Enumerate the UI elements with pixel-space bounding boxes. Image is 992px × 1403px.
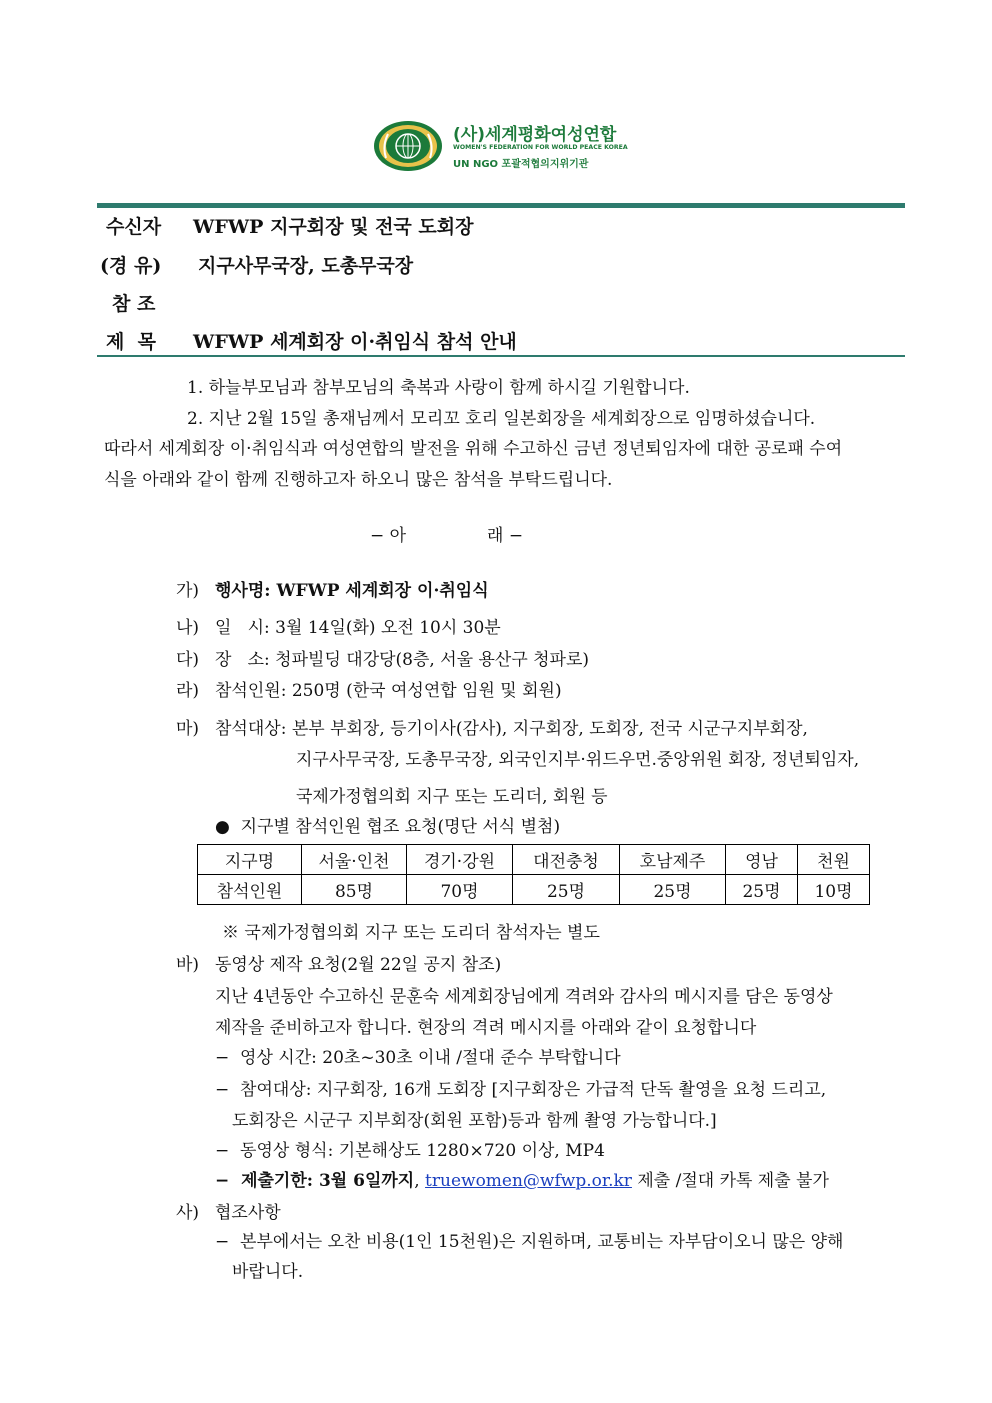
org-name-korean: (사)세계평화여성연합 [453, 125, 617, 145]
attendance-table [197, 844, 870, 905]
organization-logo-emblem [372, 120, 444, 172]
table-header-cell: 천원 [798, 845, 870, 875]
header-top-rule [97, 203, 905, 208]
item-ba-title: 동영상 제작 요청(2월 22일 공지 참조) [215, 955, 502, 975]
item-da-label: 다) [176, 650, 200, 670]
below-heading-left: − 아 [370, 526, 407, 546]
table-cell: 25명 [513, 875, 620, 905]
item-ra-label: 라) [176, 681, 200, 701]
item-ba-participants-line-1: − 참여대상: 지구회장, 16개 도회장 [지구회장은 가급적 단독 촬영을 요청 드리고, [215, 1080, 827, 1100]
table-cell: 70명 [407, 875, 513, 905]
table-header-row [198, 845, 870, 875]
subject-label: 제 목 [106, 331, 156, 353]
item-ba-line-1: 지난 4년동안 수고하신 문훈숙 세계회장님에게 격려와 감사의 메시지를 담은 동영상 [215, 987, 833, 1007]
item-da-venue: 장 소: 청파빌딩 대강당(8층, 서울 용산구 청파로) [215, 650, 590, 670]
item-ma-line-3: 국제가정협의회 지구 또는 도리더, 회원 등 [296, 787, 608, 807]
table-header-cell: 지구명 [198, 845, 302, 875]
item-ba-video-length: − 영상 시간: 20초~30초 이내 /절대 준수 부탁합니다 [215, 1048, 621, 1068]
item-sa-line-1: − 본부에서는 오찬 비용(1인 15천원)은 지원하며, 교통비는 자부담이오니 많은 양해 [215, 1232, 844, 1252]
item-sa-title: 협조사항 [215, 1203, 281, 1223]
header-bottom-rule [97, 355, 905, 357]
paragraph-2-line-1: 2. 지난 2월 15일 총재님께서 모리꼬 호리 일본회장을 세계회장으로 임명하셨습니다. [187, 409, 816, 429]
via-value: 지구사무국장, 도총무국장 [198, 255, 414, 277]
item-ga-label: 가) [176, 581, 200, 601]
subject-value: WFWP 세계회장 이·취임식 참석 안내 [193, 331, 517, 353]
org-un-status: UN NGO 포괄적협의지위기관 [453, 159, 589, 170]
item-na-label: 나) [176, 618, 200, 638]
item-ba-label: 바) [176, 955, 200, 975]
table-cell: 참석인원 [198, 875, 302, 905]
item-sa-label: 사) [176, 1203, 200, 1223]
table-cell: 85명 [302, 875, 407, 905]
item-na-datetime: 일 시: 3월 14일(화) 오전 10시 30분 [215, 618, 501, 638]
submission-email-link[interactable]: truewomen@wfwp.or.kr [425, 1171, 632, 1191]
item-ma-line-1: 참석대상: 본부 부회장, 등기이사(감사), 지구회장, 도회장, 전국 시군구지부회장, [215, 719, 808, 739]
recipient-value: WFWP 지구회장 및 전국 도회장 [193, 216, 474, 238]
item-sa-line-2: 바랍니다. [232, 1262, 304, 1282]
table-header-cell: 서울·인천 [302, 845, 407, 875]
table-header-cell: 영남 [726, 845, 798, 875]
item-ba-video-format: − 동영상 형식: 기본해상도 1280×720 이상, MP4 [215, 1141, 605, 1161]
table-header-cell: 대전충청 [513, 845, 620, 875]
paragraph-2-line-3: 식을 아래와 같이 함께 진행하고자 하오니 많은 참석을 부탁드립니다. [104, 470, 613, 490]
deadline-rest: 제출 /절대 카톡 제출 불가 [631, 1171, 829, 1191]
deadline-comma: , [414, 1171, 426, 1191]
table-header-cell: 경기·강원 [407, 845, 513, 875]
paragraph-2-line-2: 따라서 세계회장 이·취임식과 여성연합의 발전을 위해 수고하신 금년 정년퇴임자에 대한 공로패 수여 [104, 439, 843, 459]
item-ra-attendance: 참석인원: 250명 (한국 여성연합 임원 및 회원) [215, 681, 562, 701]
table-cell: 10명 [798, 875, 870, 905]
item-ba-deadline-line [215, 1166, 829, 1191]
paragraph-1: 1. 하늘부모님과 참부모님의 축복과 사랑이 함께 하시길 기원합니다. [187, 378, 690, 398]
table-footnote: ※ 국제가정협의회 지구 또는 도리더 참석자는 별도 [222, 923, 600, 943]
below-heading-right: 래 − [487, 526, 524, 546]
item-ba-participants-line-2: 도회장은 시군구 지부회장(회원 포함)등과 함께 촬영 가능합니다.] [232, 1111, 717, 1131]
attendance-request-line: ● 지구별 참석인원 협조 요청(명단 서식 별첨) [215, 817, 561, 837]
item-ma-label: 마) [176, 719, 200, 739]
reference-label: 참 조 [112, 293, 156, 315]
table-header-cell: 호남제주 [620, 845, 726, 875]
item-ma-line-2: 지구사무국장, 도총무국장, 외국인지부·위드우먼.중앙위원 회장, 정년퇴임자, [296, 750, 860, 770]
via-label: (경 유) [100, 255, 162, 277]
item-ga-event-name: 행사명: WFWP 세계회장 이·취임식 [215, 581, 489, 601]
table-cell: 25명 [620, 875, 726, 905]
org-name-english: WOMEN'S FEDERATION FOR WORLD PEACE KOREA [453, 144, 628, 151]
recipient-label: 수신자 [106, 216, 162, 238]
deadline-text: − 제출기한: 3월 6일까지 [215, 1171, 415, 1191]
item-ba-line-2: 제작을 준비하고자 합니다. 현장의 격려 메시지를 아래와 같이 요청합니다 [215, 1018, 757, 1038]
table-row [198, 875, 870, 905]
table-cell: 25명 [726, 875, 798, 905]
